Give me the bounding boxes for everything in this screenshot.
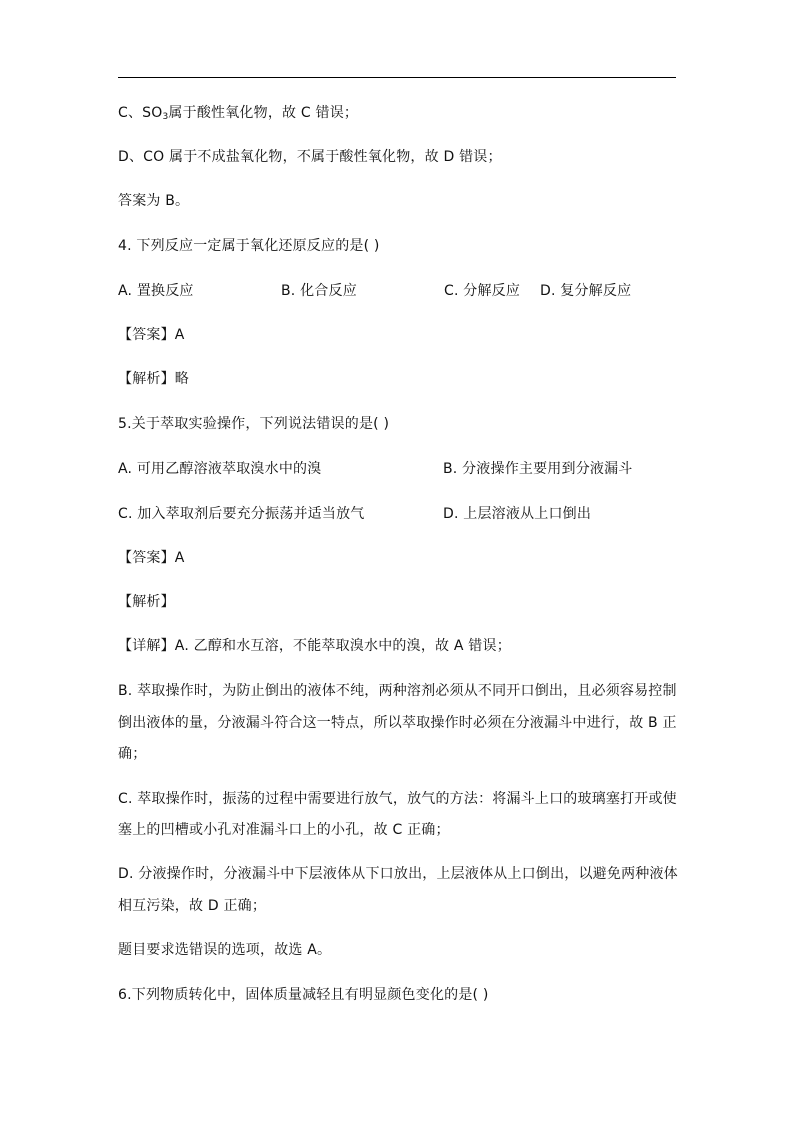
question-4: 4. 下列反应一定属于氧化还原反应的是( ) <box>118 238 380 254</box>
text-line: 答案为 B。 <box>118 193 190 209</box>
q4-option-a: A. 置换反应 <box>118 283 194 299</box>
q4-analysis: 【解析】略 <box>118 371 189 387</box>
detail-b-line1: B. 萃取操作时，为防止倒出的液体不纯，两种溶剂必须从不同开口倒出，且必须容易控制 <box>118 683 677 699</box>
question-5: 5.关于萃取实验操作，下列说法错误的是( ) <box>118 416 390 432</box>
text-fragment: C、SO <box>118 105 163 121</box>
q5-analysis: 【解析】 <box>118 594 175 610</box>
q5-option-b: B. 分液操作主要用到分液漏斗 <box>443 461 633 477</box>
q5-option-d: D. 上层溶液从上口倒出 <box>443 506 592 522</box>
q5-option-c: C. 加入萃取剂后要充分振荡并适当放气 <box>118 506 365 522</box>
q4-answer: 【答案】A <box>118 327 185 343</box>
question-6: 6.下列物质转化中，固体质量减轻且有明显颜色变化的是( ) <box>118 987 489 1003</box>
detail-b-line2: 倒出液体的量，分液漏斗符合这一特点，所以萃取操作时必须在分液漏斗中进行，故 B 正 <box>118 715 677 731</box>
text-line: D、CO 属于不成盐氧化物，不属于酸性氧化物，故 D 错误； <box>118 149 502 165</box>
text-fragment: 属于酸性氧化物，故 C 错误； <box>168 105 359 121</box>
detail-c-line1: C. 萃取操作时，振荡的过程中需要进行放气，放气的方法：将漏斗上口的玻璃塞打开或使 <box>118 791 677 807</box>
detail-d-line2: 相互污染，故 D 正确； <box>118 898 267 914</box>
header-rule <box>118 77 676 78</box>
q4-option-c: C. 分解反应 <box>444 283 521 299</box>
conclusion: 题目要求选错误的选项，故选 A。 <box>118 942 332 958</box>
detail-d-line1: D. 分液操作时，分液漏斗中下层液体从下口放出，上层液体从上口倒出，以避免两种液体 <box>118 866 678 882</box>
detail-b-line3: 确； <box>118 746 147 762</box>
q5-option-a: A. 可用乙醇溶液萃取溴水中的溴 <box>118 461 322 477</box>
detail-a: 【详解】A. 乙醇和水互溶，不能萃取溴水中的溴，故 A 错误； <box>118 638 511 654</box>
text-line <box>118 105 358 121</box>
q5-answer: 【答案】A <box>118 550 185 566</box>
detail-c-line2: 塞上的凹槽或小孔对准漏斗口上的小孔，故 C 正确； <box>118 822 450 838</box>
q4-option-b: B. 化合反应 <box>281 283 357 299</box>
subscript: 3 <box>162 112 169 122</box>
q4-option-d: D. 复分解反应 <box>540 283 632 299</box>
